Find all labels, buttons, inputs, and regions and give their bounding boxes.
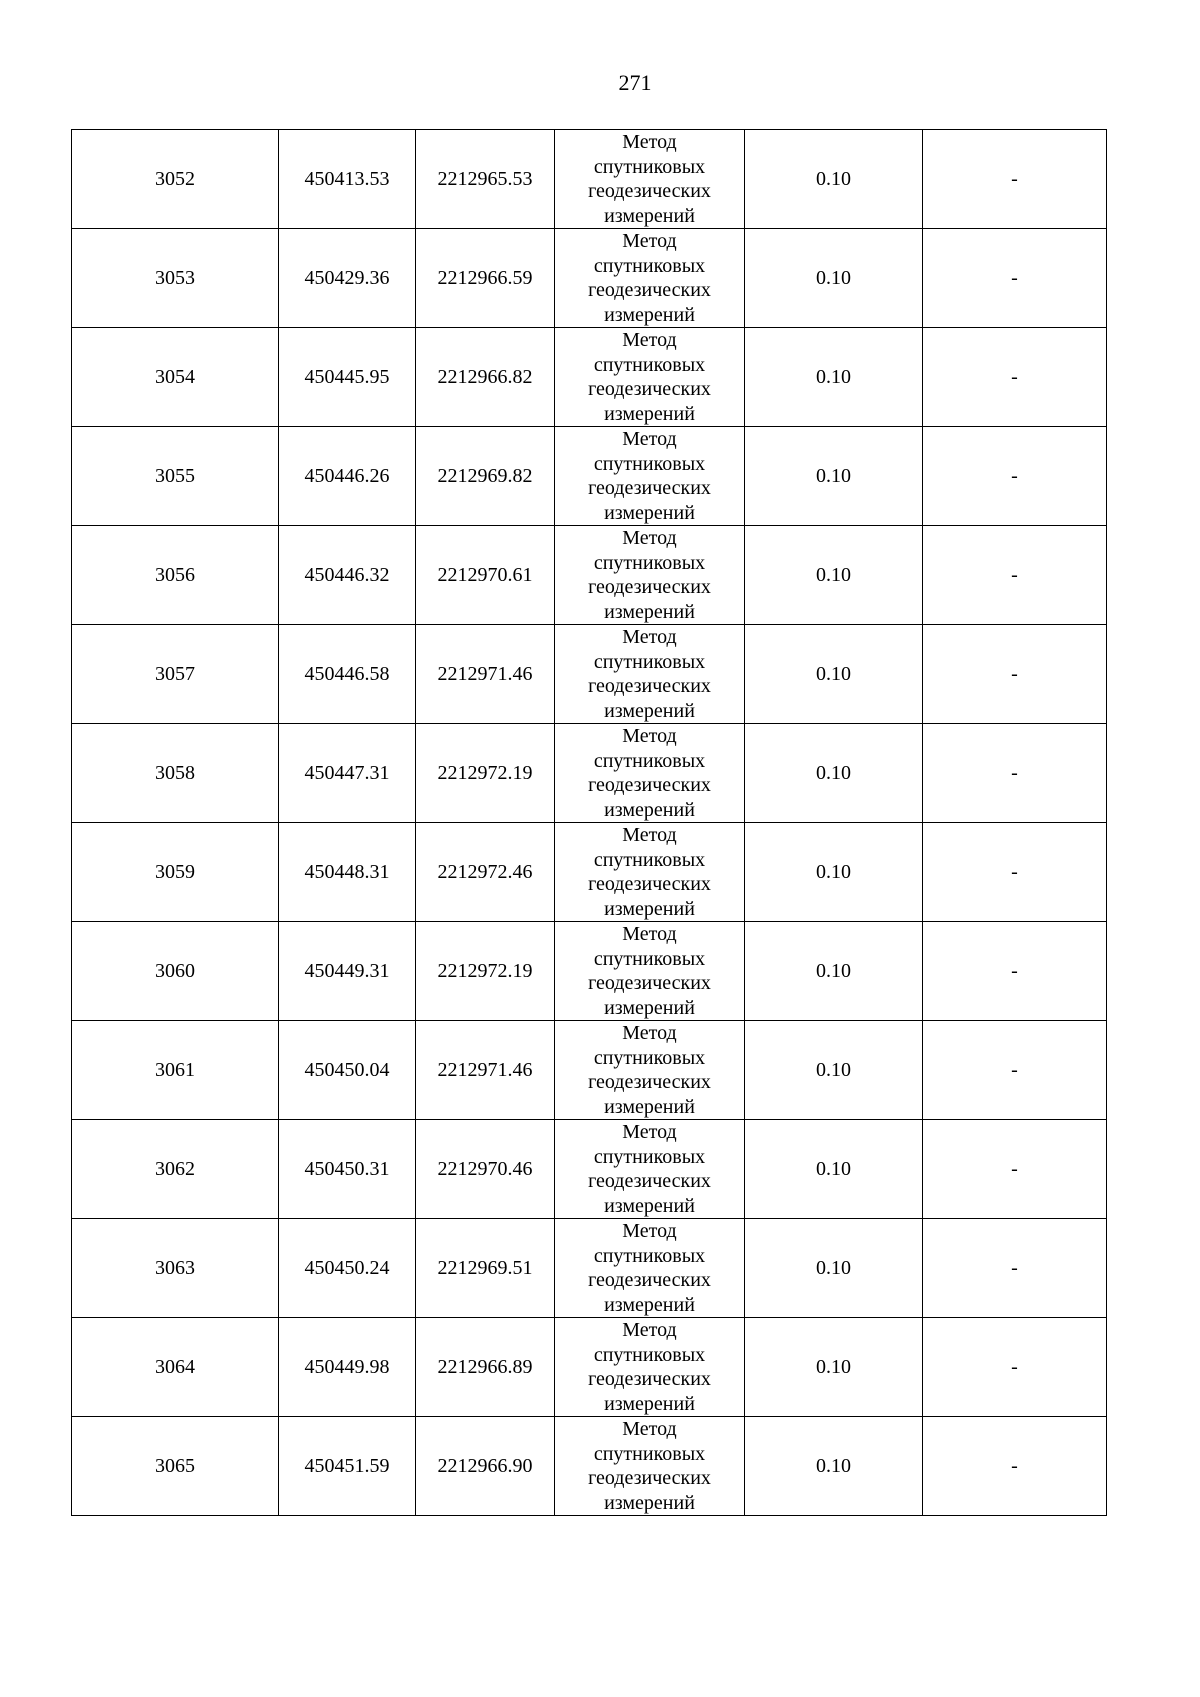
x-coordinate-cell: 450449.31	[279, 922, 416, 1021]
method-text: Метод спутниковых геодезических измерений	[588, 824, 711, 920]
table-row	[72, 229, 1107, 328]
table-row	[72, 328, 1107, 427]
table-row	[72, 724, 1107, 823]
method-cell	[555, 229, 745, 328]
accuracy-cell: 0.10	[745, 1318, 923, 1417]
coordinates-table	[71, 129, 1107, 1516]
x-coordinate-cell: 450429.36	[279, 229, 416, 328]
method-text: Метод спутниковых геодезических измерений	[588, 1220, 711, 1316]
point-number-cell: 3055	[72, 427, 279, 526]
method-text: Метод спутниковых геодезических измерений	[588, 1418, 711, 1514]
point-number-cell: 3062	[72, 1120, 279, 1219]
table-row	[72, 1417, 1107, 1516]
point-number-cell: 3056	[72, 526, 279, 625]
note-cell: -	[923, 1219, 1107, 1318]
x-coordinate-cell: 450450.31	[279, 1120, 416, 1219]
method-cell	[555, 1318, 745, 1417]
method-cell	[555, 625, 745, 724]
method-text: Метод спутниковых геодезических измерений	[588, 1022, 711, 1118]
table-row	[72, 427, 1107, 526]
x-coordinate-cell: 450445.95	[279, 328, 416, 427]
note-cell: -	[923, 1120, 1107, 1219]
method-cell	[555, 328, 745, 427]
x-coordinate-cell: 450451.59	[279, 1417, 416, 1516]
method-text: Метод спутниковых геодезических измерений	[588, 131, 711, 227]
y-coordinate-cell: 2212970.46	[416, 1120, 555, 1219]
method-cell	[555, 130, 745, 229]
y-coordinate-cell: 2212972.19	[416, 922, 555, 1021]
method-text: Метод спутниковых геодезических измерений	[588, 626, 711, 722]
note-cell: -	[923, 229, 1107, 328]
point-number-cell: 3058	[72, 724, 279, 823]
method-cell	[555, 526, 745, 625]
x-coordinate-cell: 450450.04	[279, 1021, 416, 1120]
point-number-cell: 3061	[72, 1021, 279, 1120]
y-coordinate-cell: 2212965.53	[416, 130, 555, 229]
y-coordinate-cell: 2212966.59	[416, 229, 555, 328]
accuracy-cell: 0.10	[745, 922, 923, 1021]
point-number-cell: 3057	[72, 625, 279, 724]
note-cell: -	[923, 823, 1107, 922]
accuracy-cell: 0.10	[745, 328, 923, 427]
method-cell	[555, 427, 745, 526]
table-row	[72, 823, 1107, 922]
table-row	[72, 130, 1107, 229]
accuracy-cell: 0.10	[745, 1417, 923, 1516]
method-text: Метод спутниковых геодезических измерений	[588, 527, 711, 623]
y-coordinate-cell: 2212969.82	[416, 427, 555, 526]
note-cell: -	[923, 625, 1107, 724]
accuracy-cell: 0.10	[745, 1219, 923, 1318]
point-number-cell: 3054	[72, 328, 279, 427]
method-cell	[555, 1120, 745, 1219]
table-row	[72, 526, 1107, 625]
y-coordinate-cell: 2212966.90	[416, 1417, 555, 1516]
table-row	[72, 625, 1107, 724]
accuracy-cell: 0.10	[745, 427, 923, 526]
y-coordinate-cell: 2212970.61	[416, 526, 555, 625]
note-cell: -	[923, 1417, 1107, 1516]
accuracy-cell: 0.10	[745, 526, 923, 625]
x-coordinate-cell: 450450.24	[279, 1219, 416, 1318]
method-text: Метод спутниковых геодезических измерений	[588, 1121, 711, 1217]
note-cell: -	[923, 1318, 1107, 1417]
note-cell: -	[923, 922, 1107, 1021]
method-cell	[555, 1021, 745, 1120]
note-cell: -	[923, 328, 1107, 427]
method-text: Метод спутниковых геодезических измерений	[588, 725, 711, 821]
accuracy-cell: 0.10	[745, 1120, 923, 1219]
table-row	[72, 922, 1107, 1021]
accuracy-cell: 0.10	[745, 1021, 923, 1120]
method-cell	[555, 922, 745, 1021]
note-cell: -	[923, 724, 1107, 823]
y-coordinate-cell: 2212972.19	[416, 724, 555, 823]
note-cell: -	[923, 427, 1107, 526]
x-coordinate-cell: 450449.98	[279, 1318, 416, 1417]
x-coordinate-cell: 450446.32	[279, 526, 416, 625]
note-cell: -	[923, 526, 1107, 625]
method-text: Метод спутниковых геодезических измерений	[588, 923, 711, 1019]
y-coordinate-cell: 2212971.46	[416, 1021, 555, 1120]
note-cell: -	[923, 1021, 1107, 1120]
method-cell	[555, 1417, 745, 1516]
accuracy-cell: 0.10	[745, 130, 923, 229]
accuracy-cell: 0.10	[745, 823, 923, 922]
point-number-cell: 3053	[72, 229, 279, 328]
accuracy-cell: 0.10	[745, 625, 923, 724]
method-cell	[555, 1219, 745, 1318]
accuracy-cell: 0.10	[745, 724, 923, 823]
accuracy-cell: 0.10	[745, 229, 923, 328]
method-cell	[555, 823, 745, 922]
point-number-cell: 3059	[72, 823, 279, 922]
x-coordinate-cell: 450448.31	[279, 823, 416, 922]
method-text: Метод спутниковых геодезических измерений	[588, 329, 711, 425]
note-cell: -	[923, 130, 1107, 229]
point-number-cell: 3064	[72, 1318, 279, 1417]
point-number-cell: 3052	[72, 130, 279, 229]
table-row	[72, 1219, 1107, 1318]
x-coordinate-cell: 450446.26	[279, 427, 416, 526]
y-coordinate-cell: 2212966.89	[416, 1318, 555, 1417]
method-text: Метод спутниковых геодезических измерений	[588, 230, 711, 326]
table-row	[72, 1021, 1107, 1120]
y-coordinate-cell: 2212969.51	[416, 1219, 555, 1318]
point-number-cell: 3063	[72, 1219, 279, 1318]
point-number-cell: 3060	[72, 922, 279, 1021]
x-coordinate-cell: 450446.58	[279, 625, 416, 724]
table-row	[72, 1318, 1107, 1417]
table-body	[72, 130, 1107, 1516]
y-coordinate-cell: 2212971.46	[416, 625, 555, 724]
y-coordinate-cell: 2212972.46	[416, 823, 555, 922]
method-text: Метод спутниковых геодезических измерений	[588, 428, 711, 524]
x-coordinate-cell: 450447.31	[279, 724, 416, 823]
table-row	[72, 1120, 1107, 1219]
point-number-cell: 3065	[72, 1417, 279, 1516]
page-number: 271	[618, 70, 652, 95]
y-coordinate-cell: 2212966.82	[416, 328, 555, 427]
x-coordinate-cell: 450413.53	[279, 130, 416, 229]
method-text: Метод спутниковых геодезических измерений	[588, 1319, 711, 1415]
method-cell	[555, 724, 745, 823]
